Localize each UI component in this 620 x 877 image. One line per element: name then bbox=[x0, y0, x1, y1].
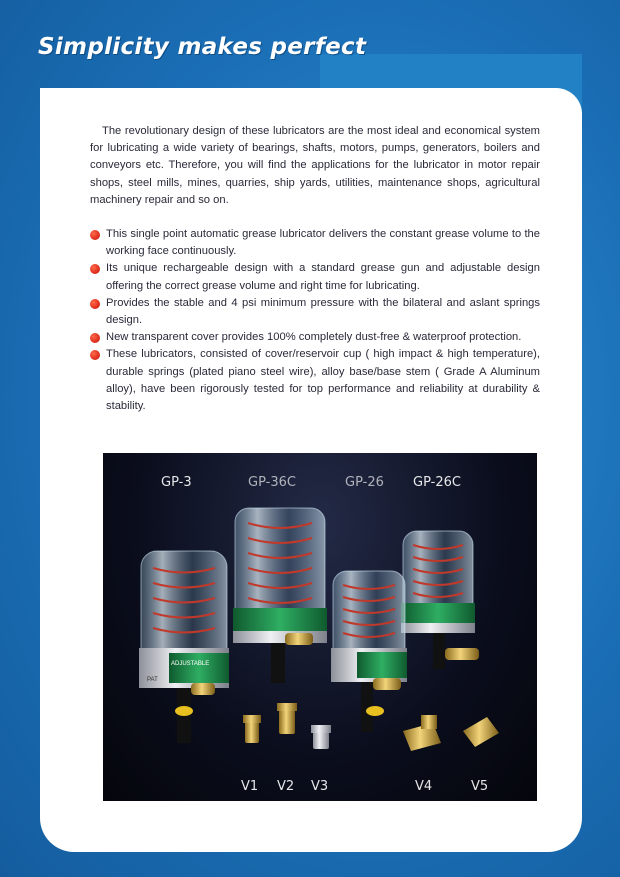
lubricator-gp3 bbox=[139, 551, 229, 743]
valve-v2 bbox=[277, 703, 297, 734]
valve-v5 bbox=[463, 717, 499, 747]
model-label-gp3: GP-3 bbox=[161, 475, 192, 490]
feature-item: Provides the stable and 4 psi minimum pressure with the bilateral and aslant springs design. bbox=[90, 295, 540, 329]
lubricator-gp36c bbox=[233, 508, 327, 683]
lubricators-illustration bbox=[103, 453, 537, 801]
model-label-gp26c: GP-26C bbox=[413, 475, 461, 490]
feature-item: New transparent cover provides 100% completely dust-free & waterproof protection. bbox=[90, 329, 540, 346]
feature-item: Its unique rechargeable design with a standard grease gun and adjustable design offering the correct grease volume and right time for lubricating. bbox=[90, 260, 540, 294]
feature-item: These lubricators, consisted of cover/reservoir cup ( high impact & high temperature), durable springs (plated piano steel wire), alloy base/base stem ( Grade A Aluminum alloy), have been rigorously tested for top performance and reliability at durability & stability. bbox=[90, 346, 540, 415]
model-label-gp26: GP-26 bbox=[345, 475, 384, 490]
bullet-icon bbox=[90, 230, 100, 240]
feature-list bbox=[90, 226, 540, 415]
lubricator-gp26 bbox=[331, 571, 407, 732]
valve-v1 bbox=[243, 715, 261, 743]
bullet-icon bbox=[90, 299, 100, 309]
valve-label-v3: V3 bbox=[311, 779, 329, 794]
product-photo bbox=[103, 453, 537, 801]
valve-label-v1: V1 bbox=[241, 779, 259, 794]
feature-item: This single point automatic grease lubricator delivers the constant grease volume to the working face continuously. bbox=[90, 226, 540, 260]
bullet-icon bbox=[90, 264, 100, 274]
valve-v3 bbox=[311, 725, 331, 749]
model-label-gp36c: GP-36C bbox=[248, 475, 296, 490]
bullet-icon bbox=[90, 333, 100, 343]
lubricator-gp26c bbox=[401, 531, 479, 669]
valve-label-v2: V2 bbox=[277, 779, 295, 794]
cup-pat-text: PAT bbox=[147, 677, 158, 683]
cup-label-text: ADJUSTABLE bbox=[171, 661, 210, 667]
page-title: Simplicity makes perfect bbox=[38, 34, 367, 60]
valve-v4 bbox=[403, 715, 441, 751]
valve-label-v5: V5 bbox=[471, 779, 489, 794]
intro-paragraph: The revolutionary design of these lubricators are the most ideal and economical system for lubricating a wide variety of bearings, shafts, motors, pumps, generators, boilers and conveyors etc. Therefore, you will find the applications for the lubricator in motor repair shops, steel mills, mines, quarries, ship yards, utilities, maintenance shops, agricultural machinery repair and so on. bbox=[90, 125, 540, 206]
bullet-icon bbox=[90, 350, 100, 360]
valve-label-v4: V4 bbox=[415, 779, 433, 794]
